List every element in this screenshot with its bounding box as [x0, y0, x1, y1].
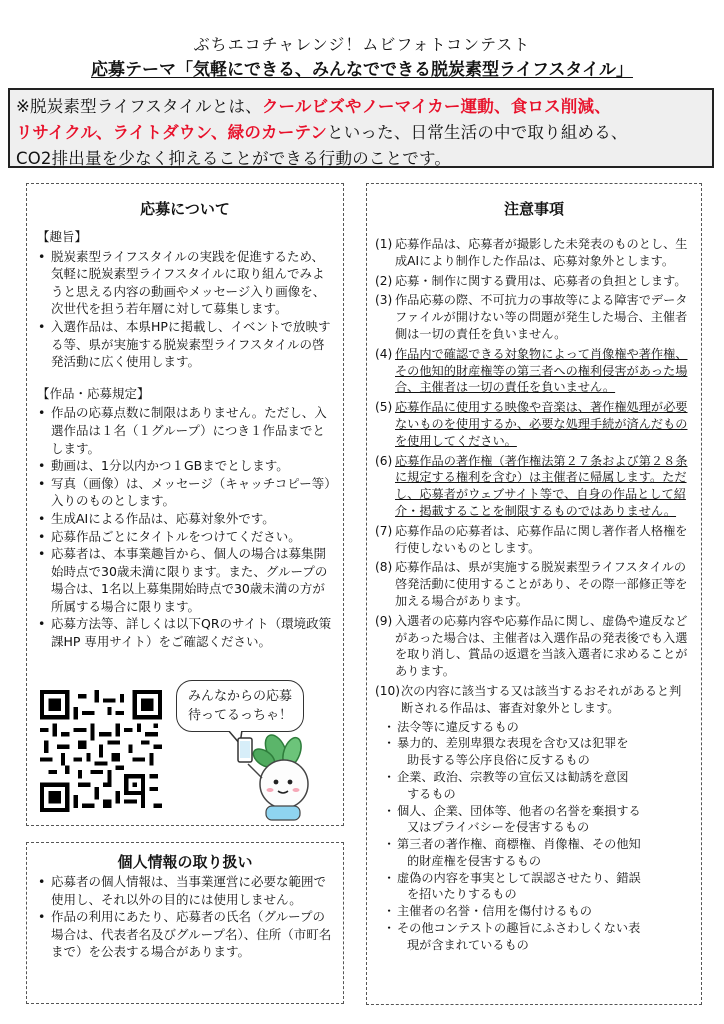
note-text: 応募作品は、応募者が撮影した未発表のものとし、生成AIにより制作した作品は、応募対象外とします。 — [395, 237, 688, 268]
intro-highlight-2: リサイクル、ライトダウン、緑のカーテン — [16, 123, 328, 142]
exclusion-item — [375, 803, 693, 837]
exclusion-text: 暴力的、差別卑猥な表現を含む又は犯罪を — [397, 736, 629, 751]
section-rules: 【作品・応募規定】 — [37, 385, 150, 401]
note-text: 応募作品の著作権（著作権法第２７条および第２８条に規定する権利を含む）は主催者に帰属します。ただし、応募者がウェブサイト等で、自身の作品として紹介・掲載することを制限するものではありません。 — [395, 453, 688, 518]
exclusion-text: 個人、企業、団体等、他者の名誉を棄損する — [397, 803, 641, 818]
note-number: (8) — [375, 560, 393, 575]
note-text: 応募作品に使用する映像や音楽は、著作権処理が必要ないものを使用するか、必要な処理手続が済んだものを使用してください。 — [395, 400, 688, 448]
theme-title — [0, 55, 724, 80]
note-item — [375, 273, 693, 290]
purpose-item: • 脱炭素型ライフスタイルの実践を促進するため、気軽に脱炭素型ライフスタイルに取り組んでみようと思える内容の動画やメッセージ入り画像を、次世代を担う若年層に対して募集します。 — [37, 248, 335, 318]
note-number: (2) — [375, 273, 393, 288]
exclusion-text: 虚偽の内容を事実として誤認させたり、錯誤 — [397, 870, 641, 885]
note-text: 応募作品の応募者は、応募作品に関し著作者人格権を行使しないものとします。 — [395, 523, 688, 555]
exclusion-text: 法令等に違反するもの — [397, 719, 519, 734]
exclusion-text-cont: するもの — [407, 786, 456, 801]
exclusion-item — [375, 769, 693, 803]
intro-highlight-1: クールビズやノーマイカー運動、食ロス削減、 — [261, 97, 611, 116]
note-text: 作品応募の際、不可抗力の事故等による障害でデータファイルが開けない等の問題が発生した場合、主催者側は一切の責任を負いません。 — [395, 293, 688, 341]
section-purpose: 【趣旨】 — [37, 229, 88, 244]
exclusion-text-cont: 現が含まれているもの — [407, 937, 529, 952]
note-number: (4) — [375, 346, 393, 361]
exclusion-item — [375, 735, 693, 769]
note-text: 次の内容に該当する又は該当するおそれがあると判断される作品は、審査対象外とします。 — [401, 683, 682, 715]
note-item — [375, 236, 693, 270]
rule-item: • 応募者は、本事業趣旨から、個人の場合は募集開始時点で30歳未満に限ります。また、グループの場合は、1名以上募集開始時点で30歳未満の方が所属する場合に限ります。 — [37, 545, 335, 615]
exclusion-text: 企業、政治、宗教等の宣伝又は勧誘を意図 — [397, 769, 629, 784]
privacy-panel — [26, 842, 344, 1004]
privacy-body — [37, 873, 335, 961]
exclusion-text: 第三者の著作権、商標権、肖像権、その他知 — [397, 837, 641, 852]
note-number: (10) — [375, 683, 401, 698]
note-item — [375, 292, 693, 342]
exclusion-text-cont: を招いたりするもの — [407, 887, 517, 902]
rule-item: • 生成AIによる作品は、応募対象外です。 — [37, 510, 335, 528]
rule-item: • 作品の応募点数に制限はありません。ただし、入選作品は１名（１グループ）につき１作品までとします。 — [37, 404, 335, 457]
note-number: (1) — [375, 237, 393, 251]
note-number: (5) — [375, 400, 393, 415]
exclusion-item — [375, 903, 693, 920]
note-number: (6) — [375, 453, 393, 468]
exclusion-item — [375, 920, 693, 954]
privacy-item: • 作品の利用にあたり、応募者の氏名（グループの場合は、代表者名及びグループ名）、住所（市町名まで）を公表する場合があります。 — [37, 908, 335, 961]
speech-bubble — [176, 680, 304, 732]
intro-mid: といった、日常生活の中で取り組める、 — [327, 123, 628, 142]
note-number: (7) — [375, 523, 393, 538]
note-number: (3) — [375, 293, 393, 308]
note-item — [375, 399, 693, 449]
note-text: 応募作品は、県が実施する脱炭素型ライフスタイルの啓発活動に使用することがあり、その際一部修正等を加える場合があります。 — [395, 560, 688, 608]
exclusion-text: 主催者の名誉・信用を傷付けるもの — [397, 904, 592, 919]
exclusion-item — [375, 870, 693, 904]
exclusion-item — [375, 719, 693, 736]
note-item — [375, 683, 693, 717]
intro-end: CO2排出量を少なく抑えることができる行動のことです。 — [16, 149, 452, 168]
intro-lead: ※脱炭素型ライフスタイルとは、 — [16, 97, 262, 116]
bubble-line-2: 待ってるっちゃ！ — [187, 708, 292, 723]
notes-title: 注意事項 — [503, 200, 564, 218]
privacy-item: • 応募者の個人情報は、当事業運営に必要な範囲で使用し、それ以外の目的には使用しません。 — [37, 873, 335, 908]
note-number: (9) — [375, 613, 393, 628]
note-item — [375, 559, 693, 609]
rule-item: • 写真（画像）は、メッセージ（キャッチコピー等）入りのものとします。 — [37, 475, 335, 510]
exclusion-text-cont: 又はプライバシーを侵害するもの — [407, 820, 590, 835]
rule-item: • 応募方法等、詳しくは以下QRのサイト（環境政策課HP 専用サイト）をご確認ください。 — [37, 615, 335, 650]
notes-panel — [366, 183, 702, 1005]
qr-code[interactable] — [40, 690, 162, 812]
note-item — [375, 346, 693, 396]
exclusion-text-cont: 的財産権を侵害するもの — [407, 853, 542, 868]
intro-box — [8, 88, 714, 168]
note-item — [375, 453, 693, 520]
exclusion-text: その他コンテストの趣旨にふさわしくない表 — [397, 921, 641, 936]
note-text: 作品内で確認できる対象物によって肖像権や著作権、その他知的財産権等の第三者への権利侵害があった場合、主催者は一切の責任を負いません。 — [395, 346, 688, 395]
bubble-line-1: みんなからの応募 — [187, 689, 292, 704]
privacy-title: 個人情報の取り扱い — [117, 853, 253, 871]
notes-body — [375, 236, 693, 954]
application-body — [37, 228, 335, 651]
note-text: 応募・制作に関する費用は、応募者の負担とします。 — [395, 273, 687, 288]
theme-text: 応募テーマ「気軽にできる、みんなでできる脱炭素型ライフスタイル」 — [91, 60, 633, 80]
mascot-character — [226, 728, 324, 824]
rule-item: • 応募作品ごとにタイトルをつけてください。 — [37, 528, 335, 546]
rule-item: • 動画は、1分以内かつ１GBまでとします。 — [37, 457, 335, 475]
contest-title: ぶちエコチャレンジ！ムビフォトコンテスト — [193, 35, 531, 54]
note-text: 入選者の応募内容や応募作品に関し、虚偽や違反などがあった場合は、主催者は入選作品の発表後でも入選を取り消し、賞品の返還を当該入選者に求めることがあります。 — [395, 613, 688, 679]
exclusion-text-cont: 助長する等公序良俗に反するもの — [407, 753, 590, 768]
note-item — [375, 613, 693, 680]
note-item — [375, 523, 693, 557]
purpose-item: • 入選作品は、本県HPに掲載し、イベントで放映する等、県が実施する脱炭素型ライフスタイルの啓発活動に広く使用します。 — [37, 318, 335, 371]
application-title: 応募について — [140, 200, 230, 218]
exclusion-item — [375, 836, 693, 870]
